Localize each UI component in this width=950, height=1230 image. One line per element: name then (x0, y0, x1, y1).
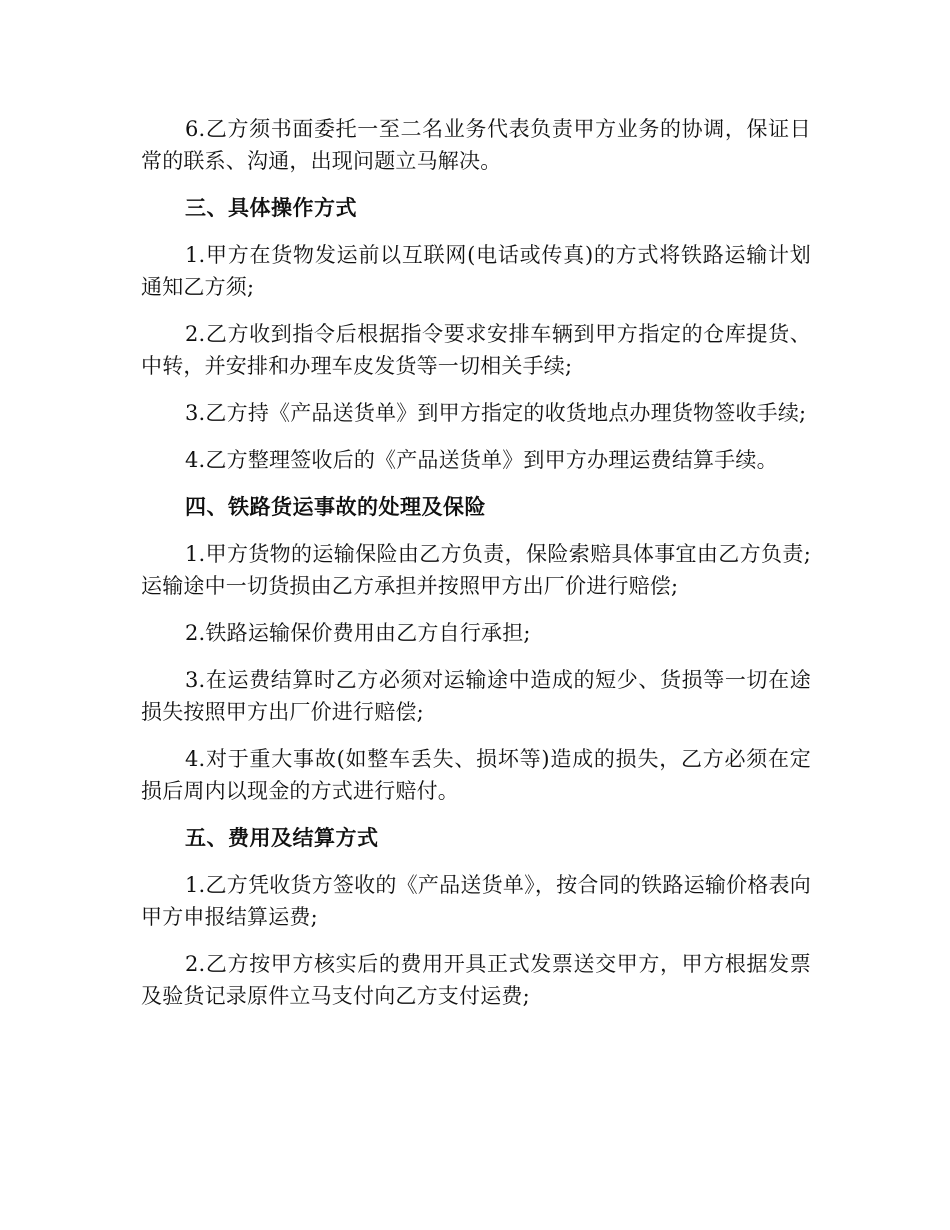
clause-5-2: 2.乙方按甲方核实后的费用开具正式发票送交甲方，甲方根据发票及验货记录原件立马支付向乙方支付运费; (141, 952, 811, 1008)
clause-4-3: 3.在运费结算时乙方必须对运输途中造成的短少、货损等一切在途损失按照甲方出厂价进行赔偿; (141, 668, 811, 724)
clause-3-4: 4.乙方整理签收后的《产品送货单》到甲方办理运费结算手续。 (185, 448, 778, 472)
section-heading-5: 五、费用及结算方式 (185, 826, 379, 850)
clause-4-2: 2.铁路运输保价费用由乙方自行承担; (185, 621, 531, 645)
clause-4-4: 4.对于重大事故(如整车丢失、损坏等)造成的损失，乙方必须在定损后周内以现金的方式进行赔付。 (141, 747, 811, 803)
clause-3-1: 1.甲方在货物发运前以互联网(电话或传真)的方式将铁路运输计划通知乙方须; (141, 243, 811, 299)
document-body (141, 113, 811, 1027)
clause-3-3: 3.乙方持《产品送货单》到甲方指定的收货地点办理货物签收手续; (185, 401, 807, 425)
clause-5-1: 1.乙方凭收货方签收的《产品送货单》，按合同的铁路运输价格表向甲方申报结算运费; (141, 873, 811, 929)
clause-3-2: 2.乙方收到指令后根据指令要求安排车辆到甲方指定的仓库提货、中转，并安排和办理车皮发货等一切相关手续; (141, 322, 811, 378)
clause-2-6: 6.乙方须书面委托一至二名业务代表负责甲方业务的协调，保证日常的联系、沟通，出现问题立马解决。 (141, 117, 811, 173)
section-heading-4: 四、铁路货运事故的处理及保险 (185, 495, 486, 519)
section-heading-3: 三、具体操作方式 (185, 196, 357, 220)
clause-4-1: 1.甲方货物的运输保险由乙方负责，保险索赔具体事宜由乙方负责;运输途中一切货损由乙方承担并按照甲方出厂价进行赔偿; (141, 542, 811, 598)
